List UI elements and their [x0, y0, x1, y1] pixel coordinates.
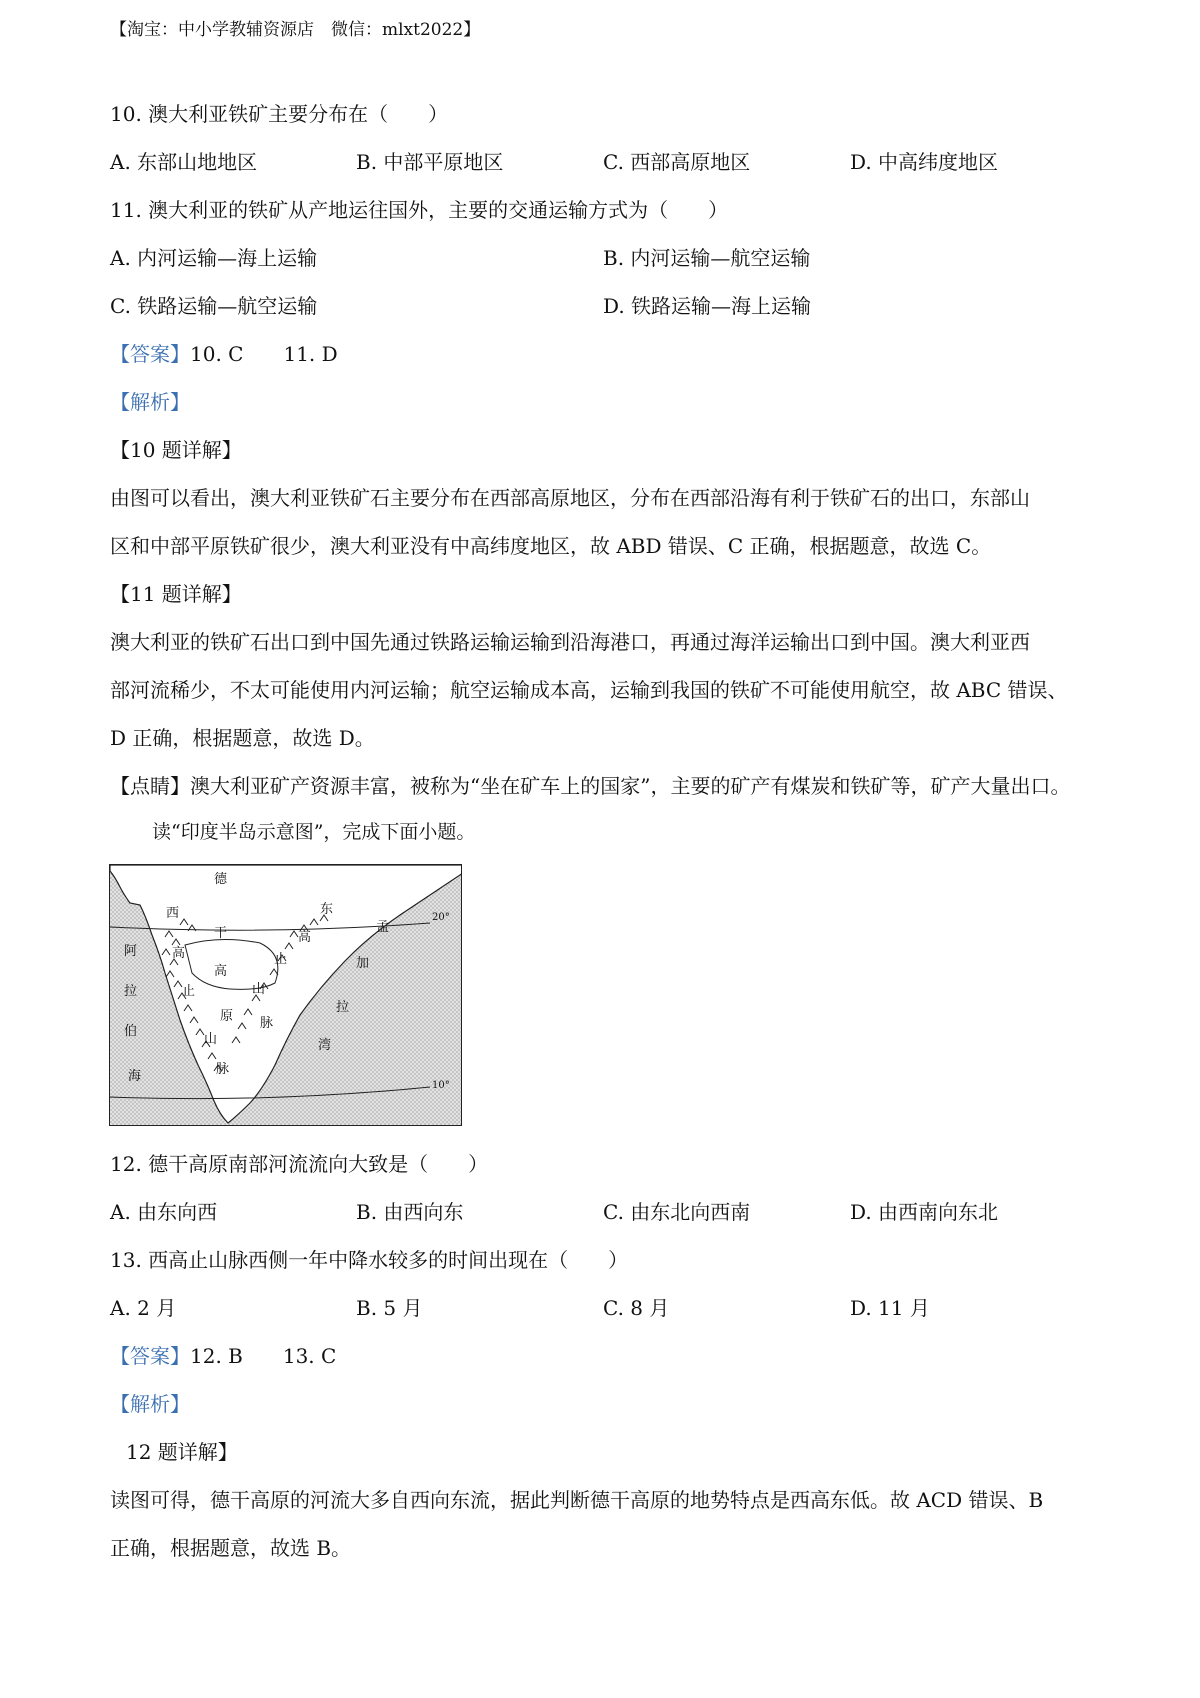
label-zhi-e: 止	[274, 952, 288, 967]
detail-10-title: 【10 题详解】	[110, 438, 242, 462]
detail-10-line: 区和中部平原铁矿很少，澳大利亚没有中高纬度地区，故 ABD 错误、C 正确，根据题意，故选 C。	[110, 534, 992, 558]
q11-option-c: C. 铁路运输—航空运输	[110, 294, 318, 318]
label-lat20: 20°	[432, 912, 450, 923]
label-mai-w: 脉	[216, 1062, 230, 1077]
answer-line-2	[110, 1342, 336, 1370]
dianjing-note: 【点睛】澳大利亚矿产资源丰富，被称为“坐在矿车上的国家”，主要的矿产有煤炭和铁矿等，矿产大量出口。	[110, 774, 1071, 798]
label-bo: 伯	[124, 1024, 138, 1039]
answer-tag: 【答案】	[110, 342, 190, 366]
page-header: 【淘宝：中小学教辅资源店 微信：mlxt2022】	[110, 20, 481, 40]
q11-option-d: D. 铁路运输—海上运输	[603, 294, 812, 318]
q13-option-b: B. 5 月	[356, 1296, 423, 1320]
detail-11-line: 部河流稀少，不太可能使用内河运输；航空运输成本高，运输到我国的铁矿不可能使用航空，故 ABC 错误、	[110, 678, 1068, 702]
label-gan: 干	[214, 926, 228, 941]
map-graphic	[110, 865, 462, 1126]
label-wan: 湾	[318, 1038, 332, 1053]
map-intro: 读“印度半岛示意图”，完成下面小题。	[152, 821, 476, 843]
label-xigao: 高	[172, 946, 186, 961]
detail-11-line: 澳大利亚的铁矿石出口到中国先通过铁路运输运输到沿海港口，再通过海洋运输出口到中国。澳大利亚西	[110, 630, 1030, 654]
detail-10-line: 由图可以看出，澳大利亚铁矿石主要分布在西部高原地区，分布在西部沿海有利于铁矿石的出口，东部山	[110, 486, 1030, 510]
q10-option-b: B. 中部平原地区	[356, 150, 504, 174]
answer-line-1	[110, 340, 338, 368]
question-11-stem: 11. 澳大利亚的铁矿从产地运往国外，主要的交通运输方式为（ ）	[110, 198, 729, 222]
question-12-stem: 12. 德干高原南部河流流向大致是（ ）	[110, 1152, 489, 1176]
q12-option-c: C. 由东北向西南	[603, 1200, 751, 1224]
label-mai-e: 脉	[260, 1016, 274, 1031]
detail-11-title: 【11 题详解】	[110, 582, 242, 606]
q10-option-a: A. 东部山地地区	[110, 150, 258, 174]
answer-text: 12. B 13. C	[190, 1344, 337, 1368]
answer-tag: 【答案】	[110, 1344, 190, 1368]
label-shan-e: 山	[252, 982, 266, 997]
label-xi: 西	[166, 906, 180, 921]
detail-11-line: D 正确，根据题意，故选 D。	[110, 726, 375, 750]
q13-option-c: C. 8 月	[603, 1296, 670, 1320]
q10-option-d: D. 中高纬度地区	[850, 150, 999, 174]
question-10-stem: 10. 澳大利亚铁矿主要分布在（ ）	[110, 102, 449, 126]
label-dong: 东	[320, 902, 334, 917]
label-de: 德	[214, 872, 228, 887]
label-jia: 加	[356, 956, 370, 971]
label-lat10: 10°	[432, 1080, 450, 1091]
analysis-tag-1: 【解析】	[110, 390, 190, 414]
answer-text: 10. C 11. D	[190, 342, 338, 366]
question-13-stem: 13. 西高止山脉西侧一年中降水较多的时间出现在（ ）	[110, 1248, 629, 1272]
label-la: 拉	[124, 984, 138, 999]
q13-option-a: A. 2 月	[110, 1296, 177, 1320]
analysis-tag-2: 【解析】	[110, 1392, 190, 1416]
label-donggao: 高	[298, 930, 312, 945]
detail-12-line: 读图可得，德干高原的河流大多自西向东流，据此判断德干高原的地势特点是西高东低。故 ACD 错误、B	[110, 1488, 1044, 1512]
q12-option-b: B. 由西向东	[356, 1200, 464, 1224]
q13-option-d: D. 11 月	[850, 1296, 930, 1320]
label-yuan: 原	[220, 1009, 234, 1024]
label-a: 阿	[124, 944, 138, 959]
q11-option-b: B. 内河运输—航空运输	[603, 246, 811, 270]
label-shan-w: 山	[204, 1032, 218, 1047]
label-zhi-w: 止	[182, 984, 196, 999]
q10-option-c: C. 西部高原地区	[603, 150, 751, 174]
q12-option-a: A. 由东向西	[110, 1200, 218, 1224]
detail-12-title: 12 题详解】	[126, 1440, 238, 1464]
label-gao: 高	[214, 964, 228, 979]
q11-option-a: A. 内河运输—海上运输	[110, 246, 318, 270]
detail-12-line: 正确，根据题意，故选 B。	[110, 1536, 352, 1560]
label-meng: 孟	[376, 920, 390, 935]
q12-option-d: D. 由西南向东北	[850, 1200, 999, 1224]
india-peninsula-map	[109, 864, 462, 1126]
label-la2: 拉	[336, 1000, 350, 1015]
label-hai: 海	[128, 1069, 142, 1084]
